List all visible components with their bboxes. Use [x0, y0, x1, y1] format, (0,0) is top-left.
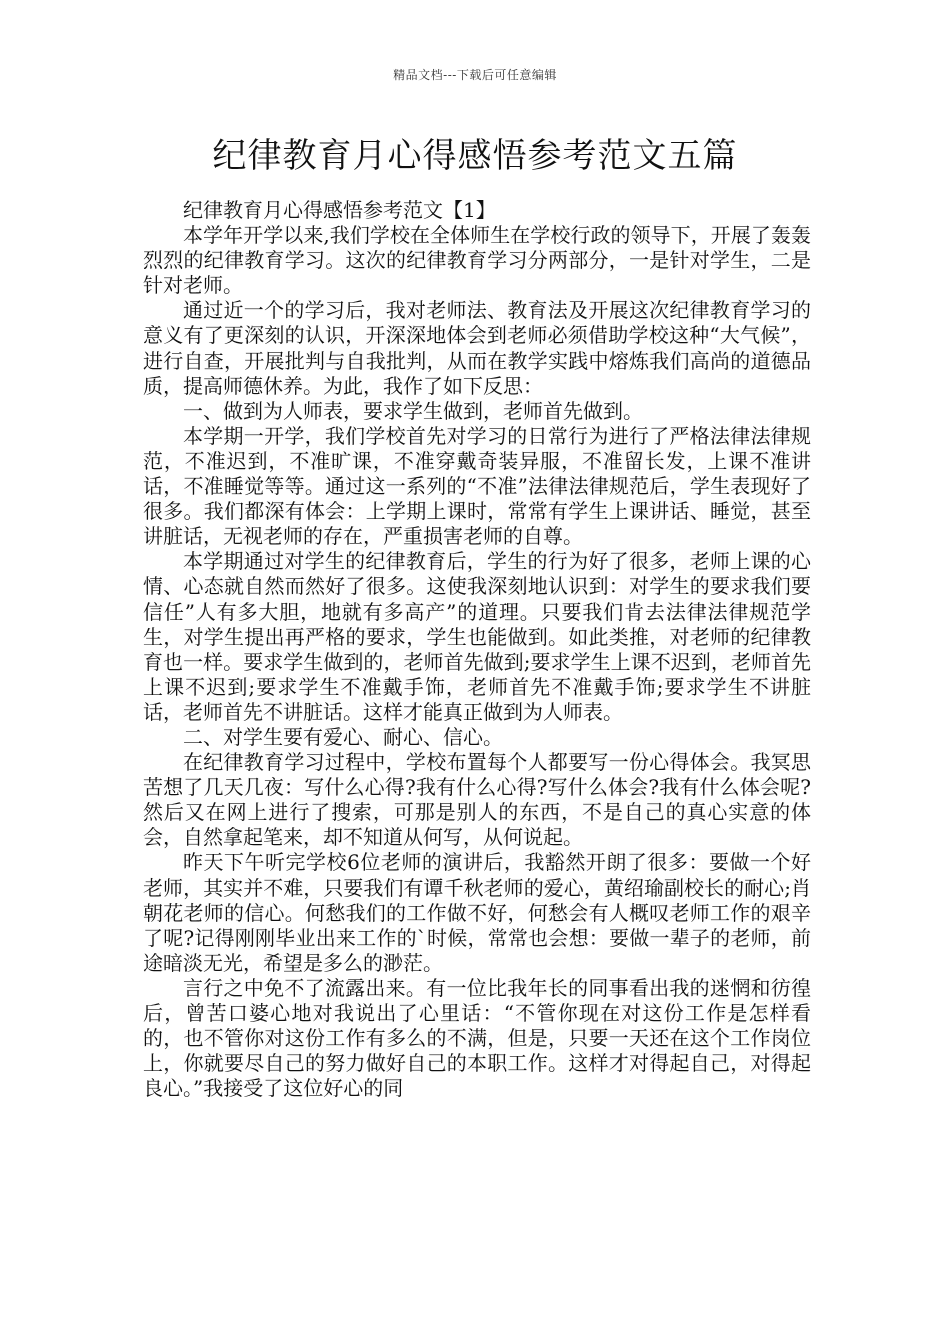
paragraph: 本学期一开学，我们学校首先对学习的日常行为进行了严格法律法律规范，不准迟到，不准旷课，不准穿戴奇装异服，不准留长发，上课不准讲话，不准睡觉等等。通过这一系列的“不准”法律法律规范后，学生表现好了很多。我们都深有体会：上学期上课时，常常有学生上课讲话、睡觉，甚至讲脏话，无视老师的存在，严重损害老师的自尊。: [143, 423, 811, 549]
document-body: [143, 198, 811, 1101]
paragraph: 本学期通过对学生的纪律教育后，学生的行为好了很多，老师上课的心情、心态就自然而然好了很多。这使我深刻地认识到：对学生的要求我们要信任”人有多大胆，地就有多高产”的道理。只要我们肯去法律法律规范学生，对学生提出再严格的要求，学生也能做到。如此类推，对老师的纪律教育也一样。要求学生做到的，老师首先做到;要求学生上课不迟到，老师首先上课不迟到;要求学生不准戴手饰，老师首先不准戴手饰;要求学生不讲脏话，老师首先不讲脏话。这样才能真正做到为人师表。: [143, 549, 811, 724]
section-subtitle: 纪律教育月心得感悟参考范文【1】: [183, 198, 496, 222]
paragraph: 言行之中免不了流露出来。有一位比我年长的同事看出我的迷惘和彷徨后，曾苦口婆心地对我说出了心里话：“不管你现在对这份工作是怎样看的，也不管你对这份工作有多么的不满，但是，只要一天还在这个工作岗位上，你就要尽自己的努力做好自己的本职工作。这样才对得起自己，对得起良心。”我接受了这位好心的同: [143, 975, 811, 1101]
paragraph: 在纪律教育学习过程中，学校布置每个人都要写一份心得体会。我冥思苦想了几天几夜：写什么心得?我有什么心得?写什么体会?我有什么体会呢?然后又在网上进行了搜索，可那是别人的东西，不是自己的真心实意的体会，自然拿起笔来，却不知道从何写，从何说起。: [143, 750, 811, 850]
paragraph: 通过近一个的学习后，我对老师法、教育法及开展这次纪律教育学习的意义有了更深刻的认识，开深深地体会到老师必须借助学校这种“大气候”，进行自查，开展批判与自我批判，从而在教学实践中熔炼我们高尚的道德品质，提高师德休养。为此，我作了如下反思：: [143, 298, 811, 398]
page-header: 精品文档---下载后可任意编辑: [393, 68, 557, 82]
section-heading: 一、做到为人师表，要求学生做到，老师首先做到。: [183, 398, 643, 423]
section-heading: 二、对学生要有爱心、耐心、信心。: [183, 724, 503, 749]
document-title: 纪律教育月心得感悟参考范文五篇: [212, 136, 738, 176]
paragraph: 昨天下午听完学校6位老师的演讲后，我豁然开朗了很多：要做一个好老师，其实并不难，只要我们有谭千秋老师的爱心，黄绍瑜副校长的耐心;肖朝花老师的信心。何愁我们的工作做不好，何愁会有人概叹老师工作的艰辛了呢?记得刚刚毕业出来工作的`时候，常常也会想：要做一辈子的老师，前途暗淡无光，希望是多么的渺茫。: [143, 850, 811, 975]
paragraph: 本学年开学以来,我们学校在全体师生在学校行政的领导下，开展了轰轰烈烈的纪律教育学习。这次的纪律教育学习分两部分，一是针对学生，二是针对老师。: [143, 223, 811, 298]
